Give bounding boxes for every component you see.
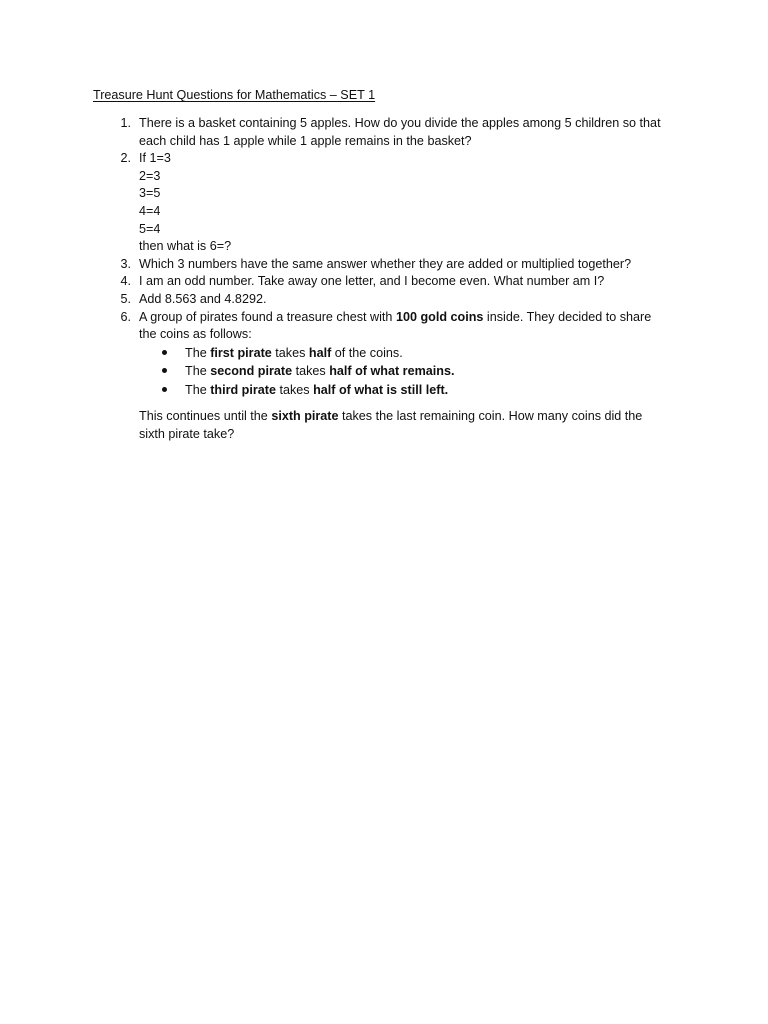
question-text-line: There is a basket containing 5 apples. How do you divide the apples among 5 children so that — [139, 116, 661, 130]
question-item-3 — [120, 256, 684, 274]
text-run: The — [185, 382, 211, 397]
text-run: A group of pirates found a treasure chest with — [139, 309, 396, 324]
question-text-line: I am an odd number. Take away one letter, and I become even. What number am I? — [139, 274, 605, 289]
question-text-line: each child has 1 apple while 1 apple remains in the basket? — [139, 133, 472, 148]
bold-run: half of what remains. — [329, 364, 455, 379]
text-run: takes the last remaining coin. How many coins did the — [338, 408, 643, 423]
question-text-line: 4=4 — [139, 203, 161, 218]
text-run: takes — [292, 364, 330, 379]
text-run: takes — [271, 345, 309, 360]
question-text-line: Which 3 numbers have the same answer whether they are added or multiplied together? — [139, 256, 632, 271]
bullet-icon — [162, 368, 167, 373]
bold-run: half of what is still left. — [313, 382, 449, 397]
question-item-2 — [120, 150, 684, 256]
bold-run: third pirate — [210, 382, 276, 397]
question-text-line: 5=4 — [139, 221, 161, 236]
bullet-item — [139, 362, 684, 380]
question-closing — [139, 408, 684, 443]
question-text-line: If 1=3 — [139, 151, 171, 166]
question-number: 6. — [120, 309, 131, 324]
question-item-1 — [120, 115, 684, 150]
text-run: of the coins. — [331, 345, 403, 360]
bold-run: second pirate — [210, 364, 293, 379]
question-text-line: 3=5 — [139, 186, 161, 201]
bold-run: first pirate — [210, 345, 272, 360]
question-text-line: Add 8.563 and 4.8292. — [139, 291, 267, 306]
question-intro-line — [139, 309, 684, 327]
question-list — [120, 115, 684, 443]
bullet-item — [139, 381, 684, 399]
bullet-list — [139, 344, 684, 399]
text-run: The — [185, 345, 211, 360]
bullet-item — [139, 344, 684, 362]
question-text-line: then what is 6=? — [139, 239, 232, 254]
document-title: Treasure Hunt Questions for Mathematics – SET 1 — [93, 88, 376, 102]
question-number: 2. — [120, 151, 131, 166]
question-number: 1. — [120, 116, 131, 130]
text-run: This continues until the — [139, 408, 272, 423]
text-run: The — [185, 364, 211, 379]
question-intro-line: the coins as follows: — [139, 327, 252, 342]
bold-run: half — [308, 345, 332, 360]
bullet-icon — [162, 387, 167, 392]
question-number: 3. — [120, 256, 131, 271]
question-text-line: 2=3 — [139, 168, 161, 183]
bold-run: 100 gold coins — [395, 309, 484, 324]
closing-line: sixth pirate take? — [139, 426, 235, 441]
bold-run: sixth pirate — [271, 408, 339, 423]
question-item-6 — [120, 309, 684, 444]
closing-line — [139, 408, 684, 426]
question-number: 4. — [120, 274, 131, 289]
question-number: 5. — [120, 291, 131, 306]
question-item-5 — [120, 291, 684, 309]
bullet-icon — [162, 350, 167, 355]
text-run: takes — [275, 382, 314, 397]
question-item-4 — [120, 273, 684, 291]
text-run: inside. They decided to share — [483, 309, 652, 324]
